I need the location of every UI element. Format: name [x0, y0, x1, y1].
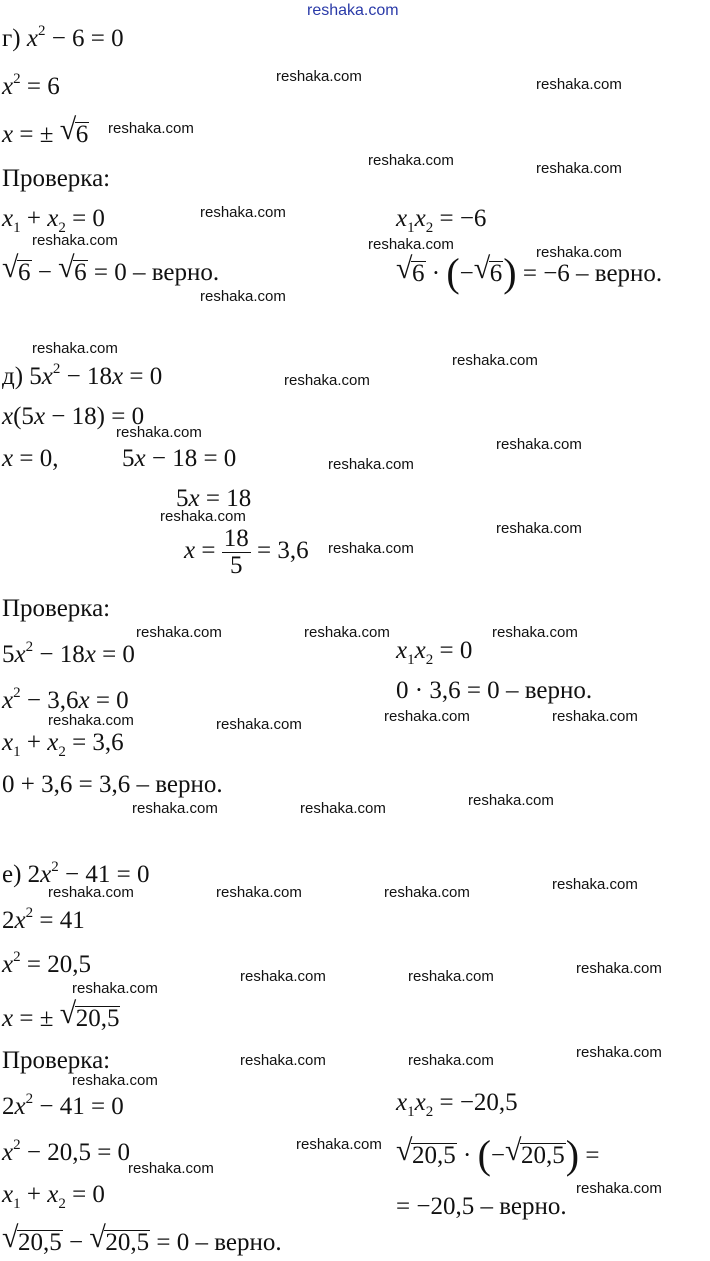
watermark: reshaka.com: [536, 160, 622, 177]
e-step2: $x^2 = 20,5$: [2, 949, 91, 978]
watermark: reshaka.com: [276, 68, 362, 85]
watermark: reshaka.com: [300, 800, 386, 817]
d-vieta-sum: $x_1 + x_2 = 3,6$: [2, 729, 124, 760]
d-linear: 5x − 18 = 0: [122, 445, 237, 472]
e-step3: x = ± √ 20,5: [2, 997, 120, 1032]
e-vieta-product: $x_1x_2 = -20,5$: [396, 1089, 518, 1120]
e-equation: е) $2x^2 - 41 = 0$: [2, 859, 150, 888]
watermark: reshaka.com: [72, 980, 158, 997]
g-vieta-sum: $x_1 + x_2 = 0$: [2, 205, 105, 236]
watermark: reshaka.com: [48, 884, 134, 901]
watermark: reshaka.com: [136, 624, 222, 641]
d-vieta-product: $x_1x_2 = 0$: [396, 637, 473, 668]
d-factor: x(5x − 18) = 0: [2, 403, 145, 430]
watermark: reshaka.com: [216, 884, 302, 901]
watermark: reshaka.com: [384, 708, 470, 725]
watermark: reshaka.com: [368, 236, 454, 253]
d-sum-check: 0 + 3,6 = 3,6 – верно.: [2, 771, 223, 798]
d-check-eq2: $x^2 - 3,6x = 0$: [2, 685, 129, 714]
d-product-check: 0 · 3,6 = 0 – верно.: [396, 677, 593, 704]
e-check-eq2: $x^2 - 20,5 = 0$: [2, 1137, 131, 1166]
g-check-sum: √ 6 − √ 6 = 0 – верно.: [2, 251, 220, 286]
watermark: reshaka.com: [72, 1072, 158, 1089]
d-check-heading: Проверка:: [2, 595, 111, 622]
e-step1: $2x^2 = 41$: [2, 905, 85, 934]
e-sum-check: √ 20,5 − √ 20,5 = 0 – верно.: [2, 1221, 282, 1256]
e-label: е): [2, 861, 22, 888]
watermark: reshaka.com: [576, 1180, 662, 1197]
watermark: reshaka.com: [116, 424, 202, 441]
g-label: г): [2, 25, 21, 52]
watermark: reshaka.com: [296, 1136, 382, 1153]
d-equation: д) $5x^2 - 18x = 0$: [2, 361, 163, 390]
watermark: reshaka.com: [576, 960, 662, 977]
watermark: reshaka.com: [32, 232, 118, 249]
watermark: reshaka.com: [200, 288, 286, 305]
fraction: $\frac{18}{5}$: [223, 524, 249, 579]
watermark: reshaka.com: [200, 204, 286, 221]
g-vieta-product: $x_1x_2 = -6$: [396, 205, 487, 236]
watermark: reshaka.com: [368, 152, 454, 169]
d-root1: x = 0,: [2, 445, 59, 472]
g-step2: x = ± √ 6: [2, 113, 89, 148]
g-step1: $x^2 = 6$: [2, 71, 60, 100]
e-product-check: √ 20,5 · (− √ 20,5) =: [396, 1132, 600, 1177]
watermark: reshaka.com: [492, 624, 578, 641]
watermark: reshaka.com: [552, 708, 638, 725]
watermark: reshaka.com: [452, 352, 538, 369]
watermark: reshaka.com: [240, 968, 326, 985]
watermark: reshaka.com: [284, 372, 370, 389]
g-check-product: √ 6 · (− √ 6) = −6 – верно.: [396, 250, 663, 295]
d-check-eq: $5x^2 - 18x = 0$: [2, 639, 135, 668]
watermark: reshaka.com: [408, 1052, 494, 1069]
watermark: reshaka.com: [108, 120, 194, 137]
watermark: reshaka.com: [132, 800, 218, 817]
d-label: д): [2, 363, 24, 390]
e-check-eq: $2x^2 - 41 = 0$: [2, 1091, 124, 1120]
watermark: reshaka.com: [496, 436, 582, 453]
watermark: reshaka.com: [48, 712, 134, 729]
g-equation: г) $x^2 - 6 = 0$: [2, 23, 124, 52]
watermark: reshaka.com: [32, 340, 118, 357]
watermark: reshaka.com: [160, 508, 246, 525]
watermark: reshaka.com: [468, 792, 554, 809]
watermark: reshaka.com: [328, 540, 414, 557]
watermark: reshaka.com: [552, 876, 638, 893]
g-check-heading: Проверка:: [2, 165, 111, 192]
watermark: reshaka.com: [536, 244, 622, 261]
watermark: reshaka.com: [384, 884, 470, 901]
watermark: reshaka.com: [576, 1044, 662, 1061]
watermark: reshaka.com: [304, 624, 390, 641]
e-check-heading: Проверка:: [2, 1047, 111, 1074]
e-vieta-sum: $x_1 + x_2 = 0$: [2, 1181, 105, 1212]
watermark: reshaka.com: [128, 1160, 214, 1177]
d-linear2: 5x = 18: [176, 485, 252, 512]
watermark: reshaka.com: [496, 520, 582, 537]
top-watermark: reshaka.com: [307, 2, 399, 19]
watermark: reshaka.com: [408, 968, 494, 985]
watermark: reshaka.com: [240, 1052, 326, 1069]
watermark: reshaka.com: [328, 456, 414, 473]
watermark: reshaka.com: [536, 76, 622, 93]
sqrt-icon: √ 6: [59, 113, 89, 148]
d-root2: x = $\frac{18}{5}$ = 3,6: [184, 524, 309, 579]
watermark: reshaka.com: [216, 716, 302, 733]
e-product-result: = −20,5 – верно.: [396, 1193, 567, 1220]
